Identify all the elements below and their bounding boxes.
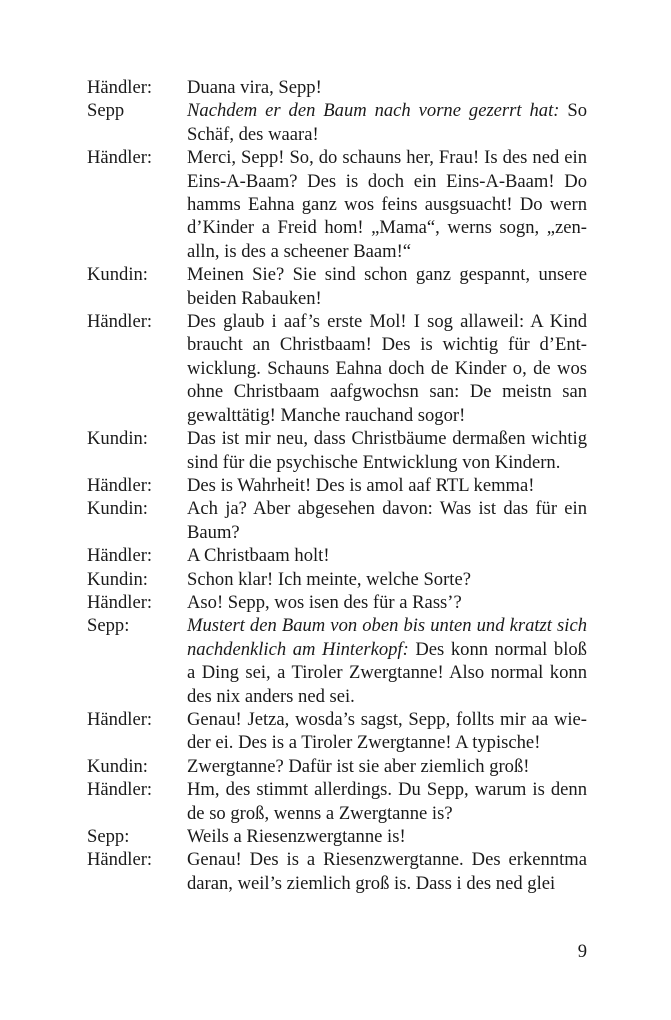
dialogue-text xyxy=(187,427,587,474)
page-number: 9 xyxy=(577,941,587,962)
dialogue-text xyxy=(187,848,587,895)
spoken-text: Ach ja? Aber abgesehen davon: Was ist das für ein Baum? xyxy=(187,498,587,543)
dialogue-line xyxy=(87,263,587,310)
dialogue-line xyxy=(87,99,587,146)
dialogue-text xyxy=(187,310,587,427)
dialogue-text xyxy=(187,263,587,310)
spoken-text: Meinen Sie? Sie sind schon ganz gespannt, unsere beiden Rabauken! xyxy=(187,264,587,309)
dialogue-line xyxy=(87,778,587,825)
stage-direction: Mustert den Baum von oben bis unten und kratzt sich nachdenklich am Hinterkopf: xyxy=(187,615,587,660)
dialogue-text xyxy=(187,146,587,263)
dialogue-line xyxy=(87,614,587,708)
speaker-name: Kundin: xyxy=(87,498,148,520)
speaker-name: Händler: xyxy=(87,474,153,496)
speaker-name: Händler: xyxy=(87,708,153,730)
dialogue-text xyxy=(187,497,587,544)
dialogue-text xyxy=(187,474,587,497)
dialogue-text xyxy=(187,708,587,755)
dialogue-block xyxy=(87,76,587,895)
spoken-text: Duana vira, Sepp! xyxy=(187,77,322,98)
dialogue-text xyxy=(187,568,587,591)
spoken-text: So Schäf, des waara! xyxy=(187,100,587,145)
speaker-name: Sepp: xyxy=(87,615,130,637)
dialogue-line xyxy=(87,146,587,263)
spoken-text: Schon klar! Ich meinte, welche Sorte? xyxy=(187,568,471,590)
dialogue-line xyxy=(87,427,587,474)
dialogue-line xyxy=(87,544,587,567)
spoken-text: Zwergtanne? Dafür ist sie aber ziemlich groß! xyxy=(187,755,530,777)
speaker-name: Händler: xyxy=(87,311,153,333)
spoken-text: Genau! Jetza, wosda’s sagst, Sepp, follts mir aa wieder ei. Des is a Tiroler Zwergtanne! A typische! xyxy=(187,708,587,754)
spoken-text: Des glaub i aaf’s erste Mol! I sog allaweil: A Kind braucht an Christbaam! Des is wichtig für d’Entwicklung. Schauns Eahna doch de Kinder o, de wos ohne Christbaam aafgwochsn san: De meistn san gewalttätig! Manche rauchand sogor! xyxy=(187,311,587,426)
speaker-name: Kundin: xyxy=(87,264,148,286)
spoken-text: Weils a Riesenzwergtanne is! xyxy=(187,826,406,847)
dialogue-line xyxy=(87,497,587,544)
spoken-text: Hm, des stimmt allerdings. Du Sepp, warum is denn de so groß, wenns a Zwergtanne is? xyxy=(187,779,587,824)
spoken-text: Das ist mir neu, dass Christbäume dermaßen wichtig sind für die psychische Entwicklung von Kindern. xyxy=(187,428,587,473)
dialogue-text xyxy=(187,825,587,848)
dialogue-text xyxy=(187,591,587,614)
dialogue-text xyxy=(187,755,587,778)
dialogue-line xyxy=(87,591,587,614)
speaker-name: Händler: xyxy=(87,591,153,613)
stage-direction: Nachdem er den Baum nach vorne gezerrt hat: xyxy=(187,100,560,122)
speaker-name: Sepp xyxy=(87,100,125,122)
dialogue-line xyxy=(87,568,587,591)
speaker-name: Händler: xyxy=(87,147,153,169)
dialogue-line xyxy=(87,825,587,848)
dialogue-text xyxy=(187,614,587,708)
speaker-name: Händler: xyxy=(87,849,153,871)
dialogue-line xyxy=(87,848,587,895)
speaker-name: Händler: xyxy=(87,545,153,567)
dialogue-line xyxy=(87,708,587,755)
spoken-text: A Christbaam holt! xyxy=(187,545,330,567)
spoken-text: Des is Wahrheit! Des is amol aaf RTL kemma! xyxy=(187,474,535,496)
speaker-name: Kundin: xyxy=(87,755,148,777)
dialogue-line xyxy=(87,755,587,778)
spoken-text: Merci, Sepp! So, do schauns her, Frau! Is des ned ein Eins-A-Baam? Des is doch ein Eins-A-Baam! Do hamms Eahna ganz wos feins ausgsuacht! Do wern d’Kinder a Freid hom! „Mama“, werns sogn, „zenalln, is des a scheener Baam!“ xyxy=(187,147,587,262)
spoken-text: Des konn normal bloß a Ding sei, a Tiroler Zwergtanne! Also normal konn des nix anders ned sei. xyxy=(187,638,587,707)
speaker-name: Händler: xyxy=(87,77,153,98)
dialogue-text xyxy=(187,778,587,825)
spoken-text: Aso! Sepp, wos isen des für a Rass’? xyxy=(187,591,462,613)
dialogue-text xyxy=(187,544,587,567)
speaker-name: Kundin: xyxy=(87,568,148,590)
dialogue-line xyxy=(87,310,587,427)
speaker-name: Händler: xyxy=(87,779,153,801)
speaker-name: Kundin: xyxy=(87,428,148,450)
dialogue-line xyxy=(87,474,587,497)
dialogue-text xyxy=(187,76,587,99)
spoken-text: Genau! Des is a Riesenzwergtanne. Des erkenntma daran, weil’s ziemlich groß is. Dass i des ned glei xyxy=(187,849,587,894)
dialogue-text xyxy=(187,99,587,146)
speaker-name: Sepp: xyxy=(87,826,130,847)
dialogue-line xyxy=(87,76,587,99)
